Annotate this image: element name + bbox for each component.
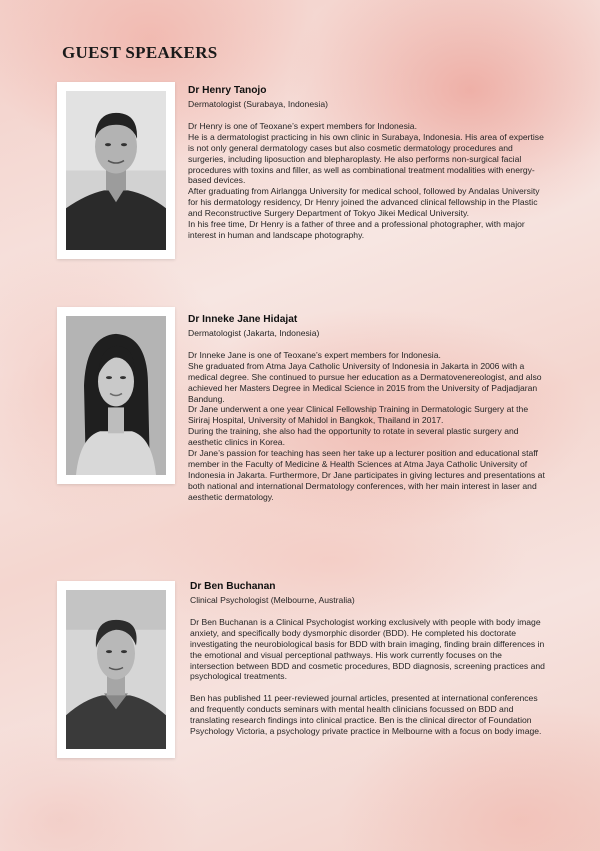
speaker-name: Dr Ben Buchanan [190, 581, 276, 592]
speaker-role: Clinical Psychologist (Melbourne, Australia) [190, 595, 355, 605]
speaker-bio-inneke [188, 313, 546, 503]
speaker-name: Dr Inneke Jane Hidajat [188, 314, 298, 325]
speaker-role: Dermatologist (Surabaya, Indonesia) [188, 99, 328, 109]
bio-paragraph: Ben has published 11 peer-reviewed journal articles, presented at international conferences and frequently conducts seminars with mental health clinicians focussed on BDD and translating research findings into clinical practice. Ben is the clinical director of Foundation Psychology Victoria, a psychology private practice in Melbourne with a focus on body image. [190, 693, 542, 737]
bio-paragraph: Dr Ben Buchanan is a Clinical Psychologist working exclusively with people with body image anxiety, and specifically body dysmorphic disorder (BDD). He completed his doctorate investigating the neurobiological basis for BDD with brain imaging, finding brain differences in the emotional and visual perceptional pathways. His work currently focuses on the intersection between BDD and cosmetic procedures, BDD diagnosis, screening practices and psychological treatments. [190, 616, 545, 682]
bio-paragraph: During the training, she also had the opportunity to rotate in several plastic surgery and aesthetic clinics in Korea. [188, 426, 519, 448]
speaker-name: Dr Henry Tanojo [188, 85, 267, 96]
speaker-role: Dermatologist (Jakarta, Indonesia) [188, 328, 320, 338]
bio-paragraph: He is a dermatologist practicing in his own clinic in Surabaya, Indonesia. His area of expertise is not only general dermatology cases but also cosmetic dermatology procedures and surgeries, including liposuction and blepharoplasty. He also performs non-surgical facial procedures with toxins and filler, as well as combinational treatment modalities with energy-based devices. [188, 131, 544, 186]
speaker-photo-inneke [57, 307, 175, 484]
portrait-image [66, 590, 166, 749]
portrait-image [66, 91, 166, 250]
speaker-photo-henry [57, 82, 175, 259]
speaker-bio-henry [188, 84, 546, 241]
page-title: GUEST SPEAKERS [62, 43, 218, 62]
bio-paragraph: After graduating from Airlangga University for medical school, followed by Andalas University for his dermatology residency, Dr Henry joined the advanced clinical fellowship in the Plastic and Reconstructive Surgery Department of Tokyo Jikei Medical University. [188, 186, 540, 219]
speaker-photo-ben [57, 581, 175, 758]
bio-paragraph: Dr Henry is one of Teoxane’s expert members for Indonesia. [188, 120, 417, 131]
bio-paragraph: In his free time, Dr Henry is a father of three and a professional photographer, with major interest in human and landscape photography. [188, 219, 525, 240]
bio-paragraph: Dr Inneke Jane is one of Teoxane’s expert members for Indonesia. [188, 349, 441, 360]
bio-paragraph: She graduated from Atma Jaya Catholic University of Indonesia in Jakarta in 2006 with a medical degree. She continued to pursue her education as a Dermatovenereologist, and also achieved her Masters Degree in Medical Science in 2015 from the University of Padjadjaran Bandung. [188, 360, 542, 404]
portrait-image [66, 316, 166, 475]
bio-paragraph: Dr Jane underwent a one year Clinical Fellowship Training in Dermatologic Surgery at the Siriraj Hospital, University of Mahidol in Bangkok, Thailand in 2017. [188, 404, 529, 426]
speaker-bio-ben [190, 580, 546, 737]
bio-paragraph: Dr Jane’s passion for teaching has seen her take up a lecturer position and educational staff member in the Faculty of Medicine & Health Sciences at Atma Jaya Catholic University of Indonesia in Jakarta. Furthermore, Dr Jane participates in giving lectures and presentations at both national and international Dermatology conferences, with her main interest in laser and aesthetic dermatology. [188, 448, 545, 502]
